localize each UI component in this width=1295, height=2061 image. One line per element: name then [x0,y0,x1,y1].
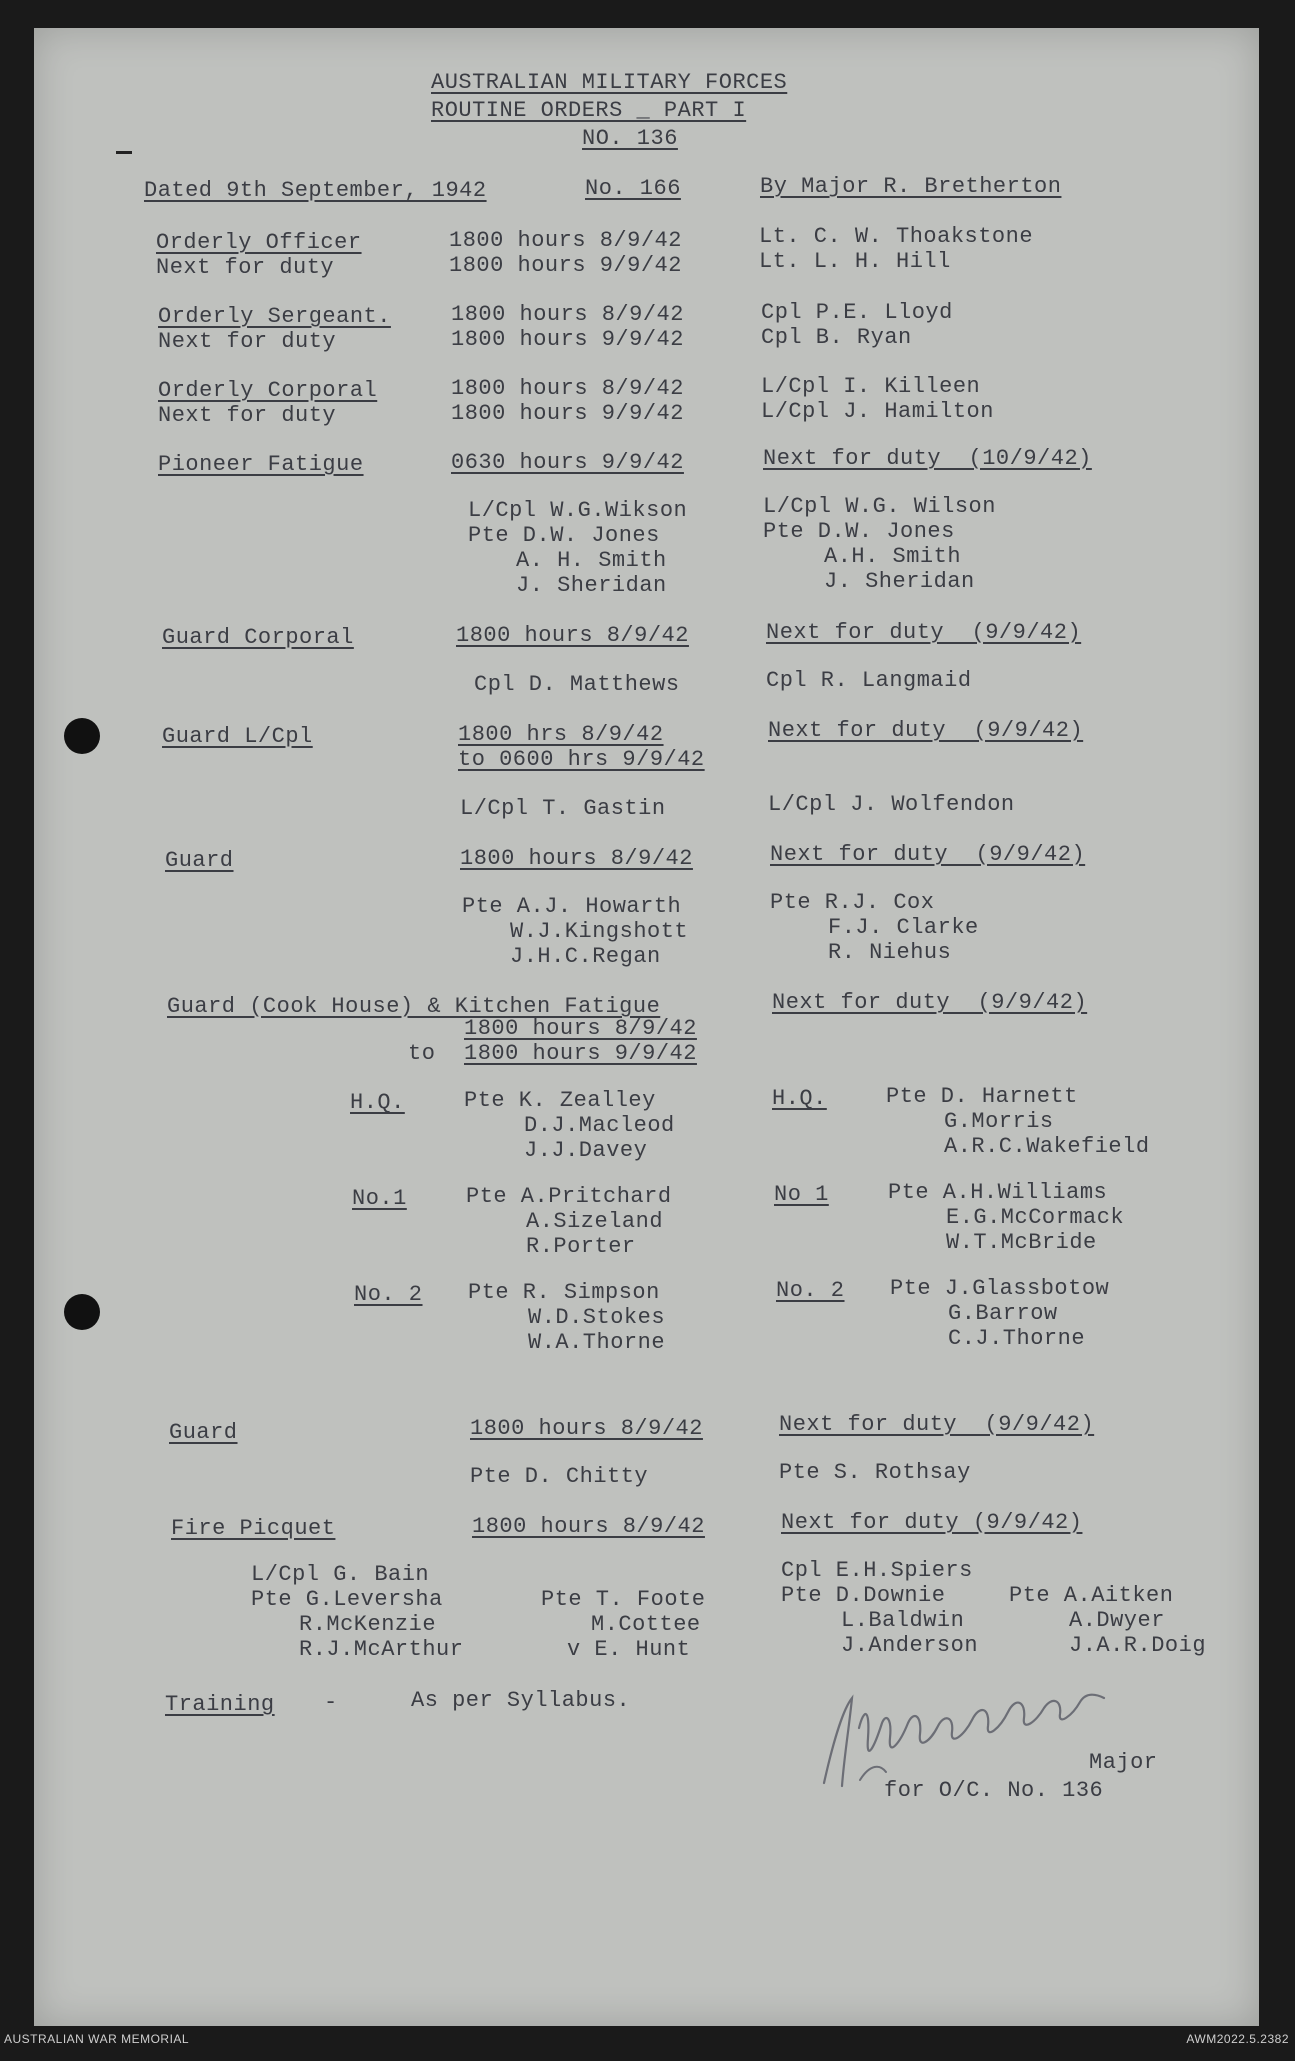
pioneer-right-2: Pte D.W. Jones [763,519,955,544]
orderly-sergeant-name1: Cpl P.E. Lloyd [761,300,953,325]
orderly-officer-next: Next for duty [156,255,335,280]
orderly-sergeant-next: Next for duty [158,329,337,354]
no1-right-3: W.T.McBride [946,1230,1097,1255]
guard-lcpl-time1: 1800 hrs 8/9/42 [458,722,664,747]
guard-lcpl-left: L/Cpl T. Gastin [460,796,666,821]
header-line-1: AUSTRALIAN MILITARY FORCES [431,70,788,95]
guard-lcpl-label: Guard L/Cpl [162,724,313,749]
fire-col4-1: Pte A.Aitken [1009,1583,1174,1608]
pioneer-fatigue-label: Pioneer Fatigue [158,452,364,477]
fire-picquet-label: Fire Picquet [171,1516,336,1541]
no2-left-2: W.D.Stokes [528,1305,666,1330]
pioneer-fatigue-next: Next for duty (10/9/42) [763,446,1092,471]
punch-hole-bottom [64,1294,100,1330]
orderly-corporal-label: Orderly Corporal [158,378,378,403]
guard-corporal-label: Guard Corporal [162,625,354,650]
fire-col3-2: Pte D.Downie [781,1583,946,1608]
orderly-sergeant-time2: 1800 hours 9/9/42 [451,327,684,352]
hq-left-1: Pte K. Zealley [464,1088,656,1113]
no2-left-1: Pte R. Simpson [468,1280,660,1305]
footer-source: AUSTRALIAN WAR MEMORIAL [4,2032,190,2046]
orderly-corporal-time1: 1800 hours 8/9/42 [451,376,684,401]
orderly-corporal-time2: 1800 hours 9/9/42 [451,401,684,426]
orderly-corporal-next: Next for duty [158,403,337,428]
no2-right-1: Pte J.Glassbotow [890,1276,1110,1301]
guard-lcpl-next: Next for duty (9/9/42) [768,718,1084,743]
no2-right-3: C.J.Thorne [948,1326,1086,1351]
guard-corporal-next: Next for duty (9/9/42) [766,620,1082,645]
guard-left-3: J.H.C.Regan [510,944,661,969]
punch-hole-top [64,718,100,754]
no2-left-label: No. 2 [354,1282,423,1307]
signature-rank: Major [1089,1750,1158,1775]
fire-col3-3: L.Baldwin [841,1608,965,1633]
fire-col3-1: Cpl E.H.Spiers [781,1558,973,1583]
hq-left-label: H.Q. [350,1090,405,1115]
cook-house-time1: 1800 hours 8/9/42 [464,1016,697,1041]
orderly-corporal-name1: L/Cpl I. Killeen [761,374,981,399]
guard-lcpl-right: L/Cpl J. Wolfendon [768,792,1015,817]
pioneer-left-3: A. H. Smith [516,548,667,573]
fire-col1-1: L/Cpl G. Bain [251,1562,430,1587]
fire-picquet-next: Next for duty (9/9/42) [781,1510,1083,1535]
guard2-next: Next for duty (9/9/42) [779,1412,1095,1437]
no1-right-label: No 1 [774,1182,829,1207]
no2-left-3: W.A.Thorne [528,1330,666,1355]
guard2-time: 1800 hours 8/9/42 [470,1416,703,1441]
fire-col3-4: J.Anderson [841,1633,979,1658]
fire-col2-2: M.Cottee [591,1612,701,1637]
header-line-3: NO. 136 [582,126,678,151]
guard-next: Next for duty (9/9/42) [770,842,1086,867]
header-line-2: ROUTINE ORDERS _ PART I [431,98,747,123]
hq-right-2: G.Morris [944,1109,1054,1134]
orderly-sergeant-name2: Cpl B. Ryan [761,325,912,350]
guard-right-3: R. Niehus [828,940,952,965]
guard-corporal-time: 1800 hours 8/9/42 [456,623,689,648]
fire-col2-3: v E. Hunt [567,1637,691,1662]
no2-right-label: No. 2 [776,1278,845,1303]
fire-picquet-time: 1800 hours 8/9/42 [472,1514,705,1539]
guard2-right: Pte S. Rothsay [779,1460,971,1485]
fire-col1-2: Pte G.Leversha [251,1587,443,1612]
no1-right-1: Pte A.H.Williams [888,1180,1108,1205]
pioneer-left-4: J. Sheridan [516,573,667,598]
cook-house-next: Next for duty (9/9/42) [772,990,1088,1015]
guard-left-1: Pte A.J. Howarth [462,894,682,919]
training-dash: - [324,1690,338,1715]
no1-left-2: A.Sizeland [526,1209,664,1234]
date: Dated 9th September, 1942 [144,178,487,203]
pioneer-right-4: J. Sheridan [824,569,975,594]
hq-left-3: J.J.Davey [524,1138,648,1163]
orderly-officer-name1: Lt. C. W. Thoakstone [759,224,1034,249]
guard-lcpl-time2: to 0600 hrs 9/9/42 [458,747,705,772]
pioneer-left-1: L/Cpl W.G.Wikson [468,498,688,523]
issued-by: By Major R. Bretherton [760,174,1062,199]
fire-col1-3: R.McKenzie [299,1612,437,1637]
hq-right-label: H.Q. [772,1086,827,1111]
orderly-officer-name2: Lt. L. H. Hill [759,249,951,274]
pioneer-right-1: L/Cpl W.G. Wilson [763,494,996,519]
margin-mark [116,151,132,154]
guard-right-1: Pte R.J. Cox [770,890,935,915]
no1-left-1: Pte A.Pritchard [466,1184,672,1209]
orderly-sergeant-time1: 1800 hours 8/9/42 [451,302,684,327]
cook-house-label: Guard (Cook House) & Kitchen Fatigue [167,994,661,1019]
guard2-label: Guard [169,1420,238,1445]
pioneer-right-3: A.H. Smith [824,544,962,569]
cook-house-to: to [408,1041,436,1066]
pioneer-fatigue-time: 0630 hours 9/9/42 [451,450,684,475]
no1-left-label: No.1 [352,1186,407,1211]
hq-left-2: D.J.Macleod [524,1113,675,1138]
guard-left-2: W.J.Kingshott [510,919,689,944]
fire-col2-1: Pte T. Foote [541,1587,706,1612]
cook-house-time2: 1800 hours 9/9/42 [464,1041,697,1066]
orderly-officer-time1: 1800 hours 8/9/42 [449,228,682,253]
no1-left-3: R.Porter [526,1234,636,1259]
hq-right-1: Pte D. Harnett [886,1084,1078,1109]
orderly-corporal-name2: L/Cpl J. Hamilton [761,399,994,424]
fire-col4-2: A.Dwyer [1069,1608,1165,1633]
signature-line: for O/C. No. 136 [884,1778,1104,1803]
orderly-officer-label: Orderly Officer [156,230,362,255]
orderly-officer-time2: 1800 hours 9/9/42 [449,253,682,278]
guard-time: 1800 hours 8/9/42 [460,846,693,871]
orderly-sergeant-label: Orderly Sergeant. [158,304,391,329]
fire-col1-4: R.J.McArthur [299,1637,464,1662]
hq-right-3: A.R.C.Wakefield [944,1134,1150,1159]
guard-label: Guard [165,848,234,873]
document-page [34,28,1259,2026]
footer-accession: AWM2022.5.2382 [1186,2032,1289,2046]
training-label: Training [165,1692,275,1717]
guard-corporal-right: Cpl R. Langmaid [766,668,972,693]
pioneer-left-2: Pte D.W. Jones [468,523,660,548]
training-text: As per Syllabus. [411,1688,631,1713]
fire-col4-3: J.A.R.Doig [1069,1633,1207,1658]
no1-right-2: E.G.McCormack [946,1205,1125,1230]
guard-right-2: F.J. Clarke [828,915,979,940]
guard2-left: Pte D. Chitty [470,1464,649,1489]
order-number: No. 166 [585,176,681,201]
guard-corporal-left: Cpl D. Matthews [474,672,680,697]
no2-right-2: G.Barrow [948,1301,1058,1326]
